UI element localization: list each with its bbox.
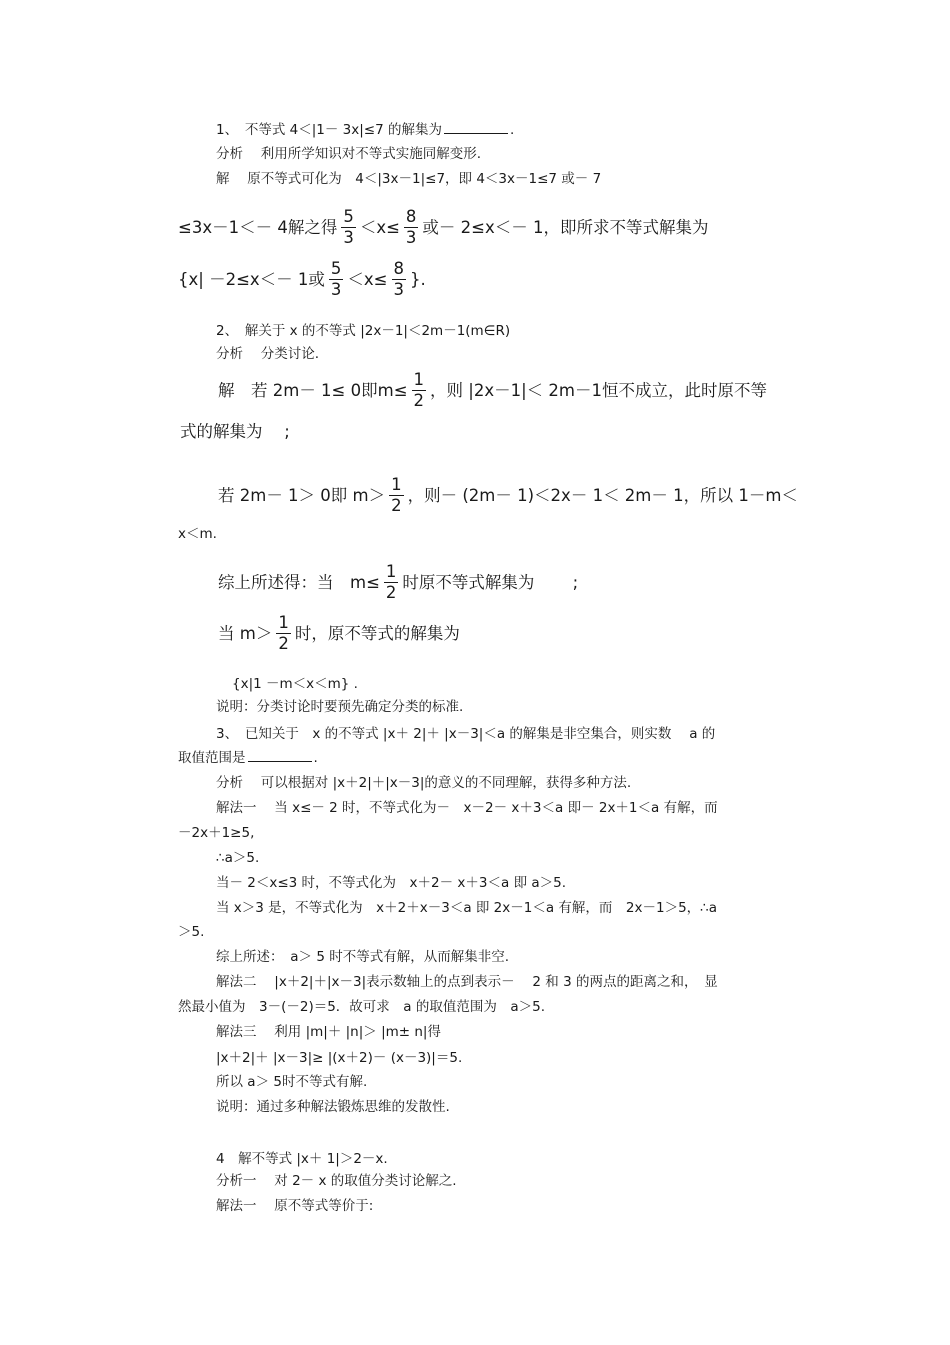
problem-1-question — [216, 121, 514, 139]
text-segment: 或－ 2≤x＜－ 1，即所求不等式解集为 — [422, 217, 709, 237]
problem-4-method-1: 解法一 原不等式等价于: — [216, 1198, 374, 1214]
problem-3-method-1-line-1: 解法一 当 x≤－ 2 时，不等式化为－ x－2－ x＋3＜a 即－ 2x＋1＜a 有解，而 — [216, 800, 718, 816]
problem-2-solution-line-2: 式的解集为 ; — [180, 422, 290, 441]
problem-3-method-1-line-5: 当 x＞3 是，不等式化为 x＋2＋x－3＜a 即 2x－1＜a 有解，而 2x－1＞5，∴a — [216, 900, 718, 916]
numerator: 5 — [343, 207, 354, 226]
problem-2-question: 2、 解关于 x 的不等式 |2x－1|＜2m－1(m∈R) — [216, 323, 511, 339]
answer-blank — [248, 749, 312, 762]
problem-2-note: 说明：分类讨论时要预先确定分类的标准. — [216, 699, 464, 715]
numerator: 5 — [330, 259, 342, 278]
problem-3-method-3-line-1: 解法三 利用 |m|＋ |n|＞ |m± n|得 — [216, 1024, 441, 1040]
problem-3-method-3-line-3: 所以 a＞ 5时不等式有解. — [216, 1074, 368, 1090]
problem-3-question-line-2 — [178, 749, 318, 767]
problem-2-solution-line-4: x＜m. — [178, 526, 217, 542]
fraction — [329, 259, 344, 300]
denominator: 2 — [385, 583, 397, 602]
text-segment: ＜x≤ — [359, 217, 400, 237]
denominator: 3 — [343, 228, 354, 247]
fraction — [404, 207, 419, 248]
text-segment: }. — [410, 269, 426, 289]
problem-2-summary-line-2 — [218, 613, 460, 654]
text-segment: {x| －2≤x＜－ 1或 — [178, 269, 325, 289]
text-segment: . — [313, 750, 318, 766]
problem-3-method-1-line-2: －2x＋1≥5, — [178, 825, 255, 841]
denominator: 3 — [393, 280, 404, 299]
problem-1-solution: 解 原不等式可化为 4＜|3x－1|≤7，即 4＜3x－1≤7 或－ 7 — [216, 171, 602, 187]
numerator: 1 — [385, 562, 397, 581]
numerator: 8 — [405, 207, 417, 226]
text-segment: 若 2m－ 1＞ 0即 m＞ — [218, 485, 386, 505]
text-segment: ≤3x－1＜－ 4解之得 — [178, 217, 338, 237]
fraction — [392, 259, 407, 300]
problem-3-method-1-line-4: 当－ 2＜x≤3 时，不等式化为 x＋2－ x＋3＜a 即 a＞5. — [216, 875, 567, 891]
problem-3-method-2-line-2: 然最小值为 3－(－2)＝5．故可求 a 的取值范围为 a＞5. — [178, 999, 546, 1015]
text-segment: 当 m＞ — [218, 623, 273, 643]
answer-blank — [444, 121, 508, 134]
denominator: 3 — [405, 228, 417, 247]
text-segment: ＜x≤ — [347, 269, 388, 289]
text-segment: ，则 |2x－1|＜ 2m－1恒不成立，此时原不等 — [430, 380, 767, 400]
denominator: 2 — [278, 634, 289, 653]
problem-1-end: . — [509, 122, 515, 138]
numerator: 1 — [278, 613, 289, 632]
text-segment: 取值范围是 — [178, 750, 246, 766]
problem-1-text: 1、 不等式 4＜|1－ 3x|≤7 的解集为 — [216, 122, 442, 138]
text-segment: 时原不等式解集为 ; — [402, 572, 579, 592]
text-segment: ，则－ (2m－ 1)＜2x－ 1＜ 2m－ 1，所以 1－m＜ — [407, 485, 798, 505]
problem-4-analysis: 分析一 对 2－ x 的取值分类讨论解之. — [216, 1173, 457, 1189]
denominator: 2 — [413, 391, 425, 410]
problem-2-solution-set: {x|1 －m＜x＜m} . — [232, 676, 358, 692]
text-segment: 解 若 2m－ 1≤ 0即m≤ — [218, 380, 408, 400]
problem-1-analysis: 分析 利用所学知识对不等式实施同解变形. — [216, 146, 482, 162]
fraction — [341, 207, 356, 248]
problem-2-analysis: 分析 分类讨论. — [216, 346, 320, 362]
numerator: 8 — [393, 259, 404, 278]
problem-3-method-1-line-7: 综上所述： a＞ 5 时不等式有解，从而解集非空. — [216, 949, 509, 965]
problem-2-summary-line-1 — [218, 562, 578, 603]
fraction — [389, 475, 404, 516]
problem-3-note: 说明：通过多种解法锻炼思维的发散性. — [216, 1099, 450, 1115]
fraction — [384, 562, 399, 603]
problem-4-question: 4 解不等式 |x＋ 1|＞2－x. — [216, 1151, 388, 1167]
denominator: 2 — [391, 496, 402, 515]
problem-2-solution-line-3 — [218, 475, 798, 516]
text-segment: 综上所述得：当 m≤ — [218, 572, 380, 592]
problem-3-question-line-1: 3、 已知关于 x 的不等式 |x＋ 2|＋ |x－3|＜a 的解集是非空集合，则实数 a 的 — [216, 726, 716, 742]
problem-3-analysis: 分析 可以根据对 |x＋2|＋|x－3|的意义的不同理解，获得多种方法. — [216, 775, 632, 791]
denominator: 3 — [330, 280, 342, 299]
problem-3-method-1-line-6: ＞5. — [178, 924, 205, 940]
numerator: 1 — [391, 475, 402, 494]
fraction — [412, 370, 427, 411]
problem-1-solution-line-2 — [178, 207, 709, 248]
problem-1-solution-line-3 — [178, 259, 426, 300]
numerator: 1 — [413, 370, 425, 389]
fraction — [276, 613, 291, 654]
problem-3-method-2-line-1: 解法二 |x＋2|＋|x－3|表示数轴上的点到表示－ 2 和 3 的两点的距离之和， 显 — [216, 974, 718, 990]
problem-2-solution-line-1 — [218, 370, 767, 411]
problem-3-method-3-line-2: |x＋2|＋ |x－3|≥ |(x＋2)－ (x－3)|＝5. — [216, 1050, 463, 1066]
problem-3-method-1-line-3: ∴a＞5. — [216, 850, 260, 866]
text-segment: 时，原不等式的解集为 — [294, 623, 460, 643]
